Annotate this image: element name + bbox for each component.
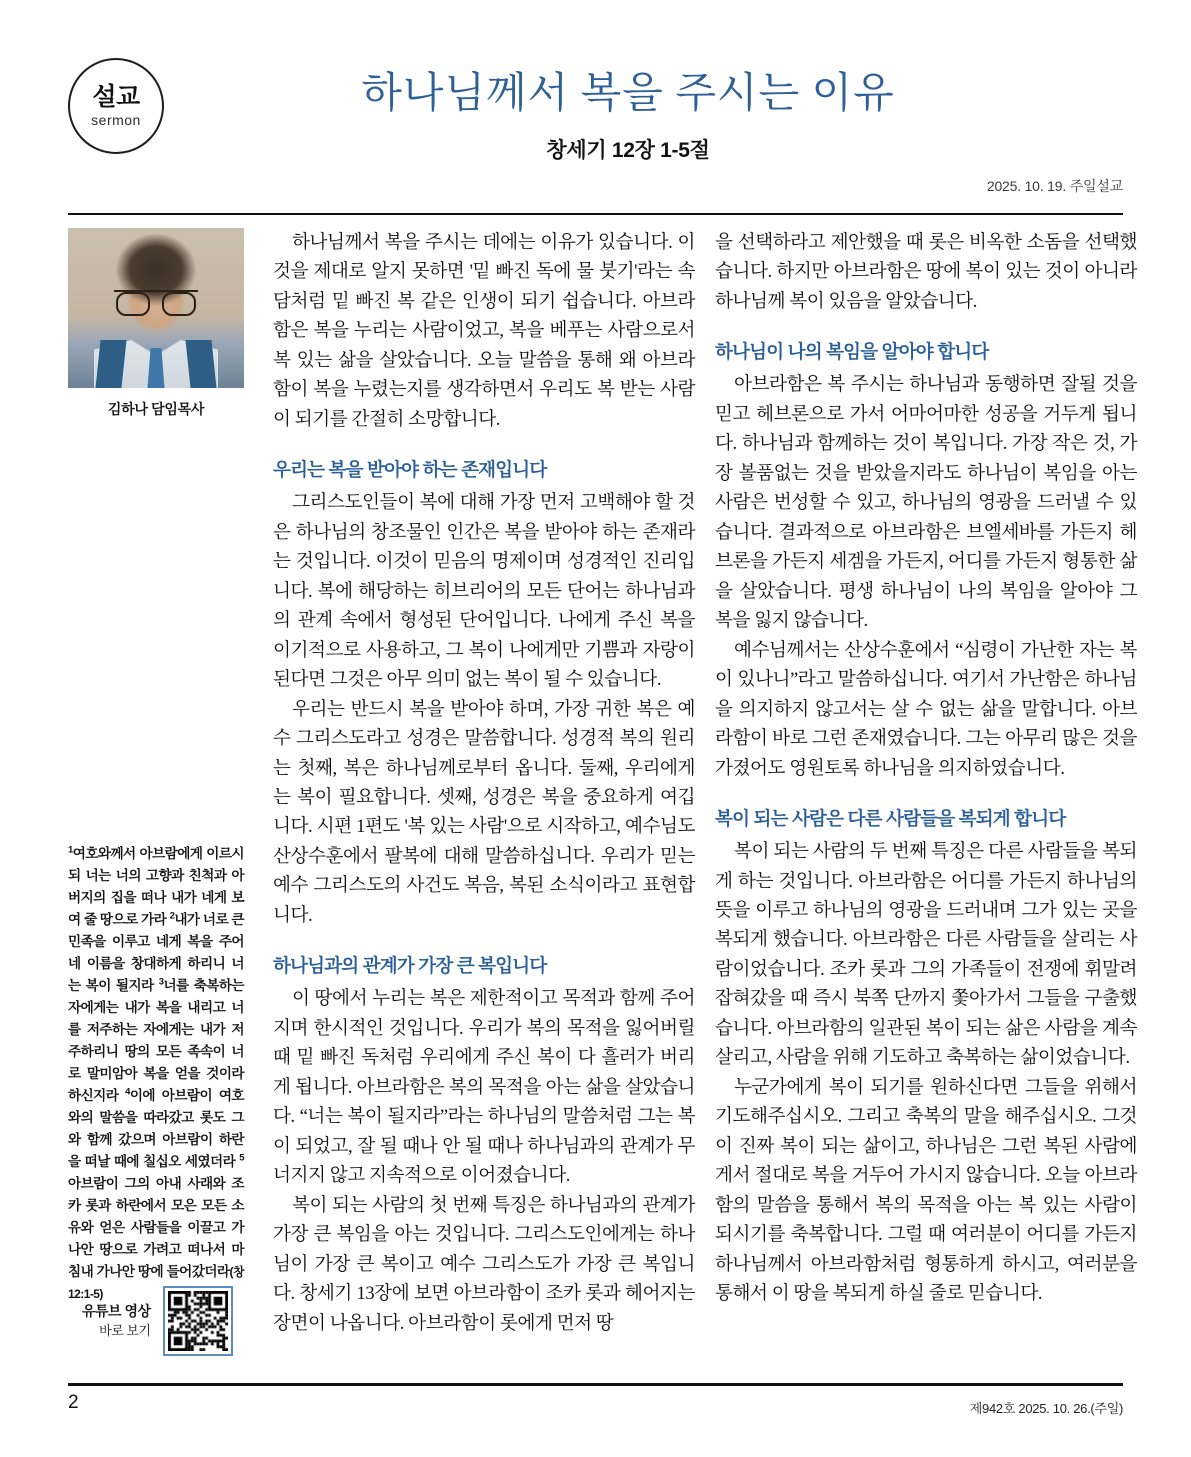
scripture-citation: (창 12:1-5) bbox=[68, 1265, 244, 1302]
paragraph-2: 우리는 반드시 복을 받아야 하며, 가장 귀한 복은 예수 그리스도라고 성경은 말씀합니다. 성경적 복의 원리는 첫째, 복은 하나님께로부터 옵니다. 둘째, 우리에게는 복이 필요합니다. 셋째, 성경은 복을 중요하게 여깁니다. 시편 1편도 '복 있는 사람'으로 시작하고, 예수님도 산상수훈에서 팔복에 대해 말씀하십니다. 우리가 믿는 예수 그리스도의 사건도 복음, 복된 소식이라고 표현합니다. bbox=[273, 698, 695, 926]
youtube-qr-label bbox=[82, 1301, 151, 1340]
qr-code-image bbox=[168, 1291, 228, 1351]
paragraph-7: 복이 되는 사람의 두 번째 특징은 다른 사람들을 복되게 하는 것입니다. 아브라함은 어디를 가든지 하나님의 뜻을 이루고 하나님의 영광을 드러내며 그가 있는 곳을 복되게 했습니다. 아브라함은 다른 사람들을 살리는 사람이었습니다. 조카 롯과 그의 가족들이 전쟁에 휘말려 잡혀갔을 때 즉시 북쪽 단까지 쫓아가서 그들을 구출했습니다. 아브라함의 일관된 복이 되는 삶은 사람을 계속 살리고, 사람을 위해 기도하고 축복하는 삶이었습니다. bbox=[715, 841, 1137, 1069]
sermon-badge-label-kr: 설교 bbox=[92, 83, 140, 111]
sidebar bbox=[68, 228, 244, 1373]
section-heading-4: 복이 되는 사람은 다른 사람들을 복되게 합니다 bbox=[715, 808, 1066, 830]
youtube-qr-block[interactable] bbox=[82, 1286, 258, 1356]
title-block bbox=[188, 48, 1068, 164]
section-heading-2: 하나님과의 관계가 가장 큰 복입니다 bbox=[273, 955, 547, 977]
paragraph-intro: 하나님께서 복을 주시는 데에는 이유가 있습니다. 이것을 제대로 알지 못하면 '밑 빠진 독에 물 붓기'라는 속담처럼 밑 빠진 복 같은 인생이 되기 쉽습니다. 아브라함은 복을 누리는 사람이었고, 복을 베푸는 사람으로서 복 있는 삶을 살았습니다. 오늘 말씀을 통해 왜 아브라함이 복을 누렸는지를 생각하면서 우리도 복 받는 사람이 되기를 간절히 소망합니다. bbox=[273, 232, 695, 430]
section-heading-1: 우리는 복을 받아야 하는 존재입니다 bbox=[273, 459, 547, 481]
column-right bbox=[715, 228, 1137, 1309]
paragraph-4-continued: 을 선택하라고 제안했을 때 롯은 비옥한 소돔을 선택했습니다. 하지만 아브라함은 땅에 복이 있는 것이 아니라 하나님께 복이 있음을 알았습니다. bbox=[715, 232, 1137, 312]
stole-left-detail bbox=[95, 340, 126, 388]
stole-right-detail bbox=[185, 340, 216, 388]
pastor-photo bbox=[68, 228, 244, 388]
verse-number-1: 1 bbox=[68, 844, 73, 856]
youtube-qr-label-line1: 유튜브 영상 bbox=[82, 1303, 151, 1320]
paragraph-8: 누군가에게 복이 되기를 원하신다면 그들을 위해서 기도해주십시오. 그리고 축복의 말을 해주십시오. 그것이 진짜 복이 되는 삶이고, 하나님은 그런 복된 사람에게서 절대로 복을 거두어 가시지 않습니다. 오늘 아브라함의 말씀을 통해서 복의 목적을 아는 복 있는 사람이 되시기를 축복합니다. 그럴 때 여러분이 어디를 가든지 하나님께서 아브라함처럼 형통하게 하시고, 여러분을 통해서 이 땅을 복되게 하실 줄로 믿습니다. bbox=[715, 1076, 1137, 1305]
verse-number-2: 2 bbox=[169, 910, 175, 922]
header-divider bbox=[68, 213, 1123, 215]
photo-caption: 김하나 담임목사 bbox=[107, 401, 205, 417]
paragraph-5: 아브라함은 복 주시는 하나님과 동행하면 잘될 것을 믿고 헤브론으로 가서 어마어마한 성공을 거두게 됩니다. 하나님과 함께하는 것이 복입니다. 가장 작은 것, 가장 볼품없는 것을 받았을지라도 하나님이 복임을 아는 사람은 번성할 수 있고, 하나님의 영광을 드러낼 수 있습니다. 결과적으로 아브라함은 브엘세바를 가든지 헤브론을 가든지 세겜을 가든지, 어디를 가든지 형통한 삶을 살았습니다. 평생 하나님이 나의 복임을 알아야 그 복을 잃지 않습니다. bbox=[715, 374, 1137, 632]
page-number: 2 bbox=[68, 1392, 79, 1413]
scripture-reference-subtitle: 창세기 12장 1-5절 bbox=[546, 139, 710, 163]
masthead bbox=[68, 48, 1123, 198]
issue-info: 제942호 2025. 10. 26.(주일) bbox=[969, 1401, 1123, 1416]
paragraph-1: 그리스도인들이 복에 대해 가장 먼저 고백해야 할 것은 하나님의 창조물인 인간은 복을 받아야 하는 존재라는 것입니다. 이것이 믿음의 명제이며 성경적인 진리입니다. 복에 해당하는 히브리어의 모든 단어는 하나님과의 관계 속에서 형성된 단어입니다. 나에게 주신 복을 이기적으로 사용하고, 그 복이 나에게만 기쁨과 자랑이 된다면 그것은 아무 의미 없는 복이 될 수 있습니다. bbox=[273, 492, 695, 691]
qr-code[interactable] bbox=[163, 1286, 233, 1356]
sermon-badge bbox=[68, 58, 164, 154]
scripture-passage bbox=[68, 843, 244, 1305]
verse-text-2: 내가 너로 큰 민족을 이루고 네게 복을 주어 네 이름을 창대하게 하리니 너는 복이 될지라 bbox=[68, 912, 244, 994]
verse-text-4: 이에 아브람이 여호와의 말씀을 따라갔고 롯도 그와 함께 갔으며 아브람이 하란을 떠날 때에 칠십오 세였더라 bbox=[68, 1088, 244, 1170]
footer-divider bbox=[68, 1383, 1123, 1386]
verse-number-5: 5 bbox=[239, 1152, 244, 1164]
sermon-badge-label-en: sermon bbox=[91, 112, 141, 128]
dateline: 2025. 10. 19. 주일설교 bbox=[986, 178, 1123, 194]
paragraph-3: 이 땅에서 누리는 복은 제한적이고 목적과 함께 주어지며 한시적인 것입니다. 우리가 복의 목적을 잃어버릴 때 밑 빠진 독처럼 우리에게 주신 복이 다 흘러가 버리게 됩니다. 아브라함은 복의 목적을 아는 삶을 살았습니다. “너는 복이 될지라”라는 하나님의 말씀처럼 그는 복이 되었고, 잘 될 때나 안 될 때나 하나님과의 관계가 무너지지 않고 지속적으로 이어졌습니다. bbox=[273, 988, 695, 1187]
verse-text-3: 너를 축복하는 자에게는 내가 복을 내리고 너를 저주하는 자에게는 내가 저주하리니 땅의 모든 족속이 너로 말미암아 복을 얻을 것이라 하신지라 bbox=[68, 978, 244, 1104]
youtube-qr-label-line2: 바로 보기 bbox=[99, 1322, 151, 1338]
page-title: 하나님께서 복을 주시는 이유 bbox=[361, 71, 895, 117]
verse-text-5: 아브람이 그의 아내 사래와 조카 롯과 하란에서 모은 모든 소유와 얻은 사람들을 이끌고 가나안 땅으로 가려고 떠나서 마침내 가나안 땅에 들어갔더라 bbox=[68, 1176, 244, 1280]
glasses-detail bbox=[114, 290, 198, 312]
verse-text-1: 여호와께서 아브람에게 이르시되 너는 너의 고향과 친척과 아버지의 집을 떠나 내가 네게 보여 줄 땅으로 가라 bbox=[68, 846, 244, 928]
section-heading-3: 하나님이 나의 복임을 알아야 합니다 bbox=[715, 341, 989, 363]
content-area bbox=[68, 228, 1137, 1373]
paragraph-4: 복이 되는 사람의 첫 번째 특징은 하나님과의 관계가 가장 큰 복임을 아는 것입니다. 그리스도인에게는 하나님이 가장 큰 복이고 예수 그리스도가 가장 큰 복입니다. 창세기 13장에 보면 아브라함이 조카 롯과 헤어지는 장면이 나옵니다. 아브라함이 롯에게 먼저 땅 bbox=[273, 1194, 695, 1334]
verse-number-3: 3 bbox=[158, 976, 164, 988]
verse-number-4: 4 bbox=[125, 1086, 130, 1098]
column-middle bbox=[273, 228, 695, 1338]
paragraph-6: 예수님께서는 산상수훈에서 “심령이 가난한 자는 복이 있나니”라고 말씀하십니다. 여기서 가난함은 하나님을 의지하지 않고서는 살 수 없는 삶을 말합니다. 아브라함이 바로 그런 존재였습니다. 그는 아무리 많은 것을 가졌어도 영원토록 하나님을 의지하였습니다. bbox=[715, 639, 1137, 779]
